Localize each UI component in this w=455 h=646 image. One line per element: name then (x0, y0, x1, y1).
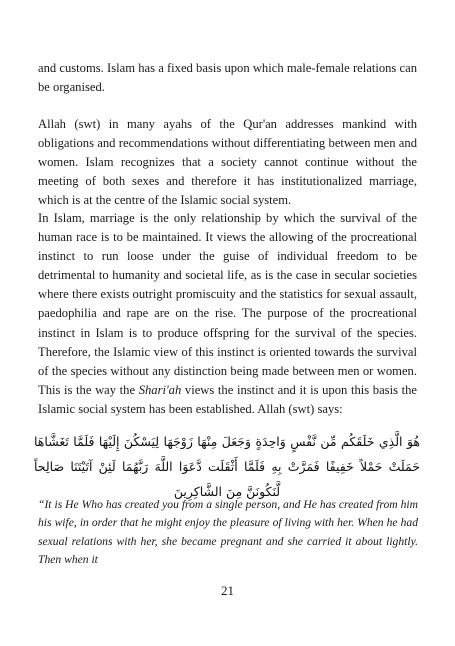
paragraph-marriage-text-end: views the instinct and it is upon this basis the Islamic social system has been established. Allah (swt) says: (38, 382, 417, 416)
shariah-term: Shari'ah (138, 382, 182, 397)
page-number: 21 (221, 583, 234, 598)
paragraph-intro: and customs. Islam has a fixed basis upon which male-female relations can be organised. (38, 61, 417, 95)
paragraph-allah-addresses: Allah (swt) in many ayahs of the Qur'an addresses mankind with obligations and recommendations without differentiating between men and women. Islam recognizes that a society cannot continue without the meeting of both sexes and therefore it has institutionalized marriage, which is at the centre of the Islamic social system. (38, 117, 417, 208)
paragraph-marriage-text: In Islam, marriage is the only relationship by which the survival of the human race is to be maintained. It views the allowing of the procreational instinct to run loose under the guise of individual freedom to be detrimental to humanity and societal life, as is the case in secular societies where there exists outright promiscuity and the statistics for sexual assault, paedophilia and rape are on the rise. The purpose of the procreational instinct in Islam is to produce offspring for the survival of the species. Therefore, the Islamic view of this instinct is oriented towards the survival of the species without any distinction being made between men or women. This is the way the (38, 211, 417, 397)
quran-verse-arabic: هُوَ الَّذِي خَلَقَكُم مِّن نَّفْسٍ وَاحِدَةٍ وَجَعَلَ مِنْهَا زَوْجَهَا لِيَسْكُنَ إِلَيْهَا فَلَمَّا تَغَشَّاهَا حَمَلَتْ حَمْلاً خَفِيفًا فَمَرَّتْ بِهِ فَلَمَّا أَثْقَلَت دَّعَوَا اللَّهَ رَبَّهُمَا لَئِنْ آتَيْتَنَا صَالِحاً لَّنَكُونَنَّ مِنَ الشَّاكِرِينَ (34, 434, 420, 499)
verse-translation: “It is He Who has created you from a single person, and He has created from him his wife, in order that he might enjoy the pleasure of living with her. When he had sexual relations with her, she became pregnant and she carried it about lightly. Then when it (38, 498, 418, 566)
paragraph-marriage (38, 209, 417, 419)
